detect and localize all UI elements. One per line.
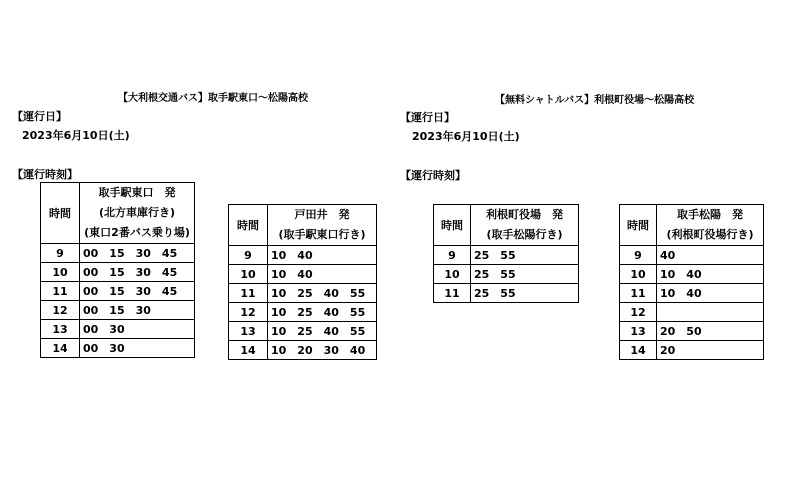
minutes-cell: 25 55: [471, 265, 579, 284]
time-header: 時間: [434, 205, 471, 246]
table-row: [620, 246, 764, 265]
right-timetable-2: [619, 204, 764, 360]
minutes-cell: 10 40: [268, 246, 377, 265]
minutes-cell: 10 40: [657, 265, 764, 284]
right-run-day-label: 【運行日】: [400, 111, 455, 124]
departure-stop: 利根町役場 発: [486, 208, 563, 221]
table-header-row: [434, 205, 579, 246]
right-run-date: 2023年6月10日(土): [412, 130, 520, 143]
destination: (利根町役場行き): [666, 228, 754, 241]
minutes-cell: 10 25 40 55: [268, 284, 377, 303]
minutes-cell: 00 30: [80, 339, 195, 358]
minutes-cell: 10 40: [657, 284, 764, 303]
table-row: [41, 320, 195, 339]
table-row: [620, 303, 764, 322]
table-row: [620, 322, 764, 341]
minutes-cell: 25 55: [471, 246, 579, 265]
departure-header: [657, 205, 764, 246]
table-row: [229, 322, 377, 341]
destination: (取手駅東口行き): [278, 228, 366, 241]
table-row: [229, 341, 377, 360]
table-header-row: [620, 205, 764, 246]
hour-cell: 9: [229, 246, 268, 265]
departure-stop: 取手松陽 発: [677, 208, 743, 221]
minutes-cell: 40: [657, 246, 764, 265]
minutes-cell: 00 15 30 45: [80, 244, 195, 263]
left-run-day-label: 【運行日】: [12, 110, 67, 123]
hour-cell: 9: [434, 246, 471, 265]
table-row: [620, 265, 764, 284]
minutes-cell: 20: [657, 341, 764, 360]
table-row: [434, 265, 579, 284]
hour-cell: 14: [620, 341, 657, 360]
minutes-cell: 10 40: [268, 265, 377, 284]
departure-header: [471, 205, 579, 246]
hour-cell: 14: [229, 341, 268, 360]
table-row: [620, 284, 764, 303]
hour-cell: 10: [620, 265, 657, 284]
table-row: [41, 263, 195, 282]
destination: (取手松陽行き): [486, 228, 563, 241]
boarding-point: (東口2番バス乗り場): [84, 226, 190, 239]
table-row: [41, 301, 195, 320]
hour-cell: 13: [229, 322, 268, 341]
hour-cell: 12: [620, 303, 657, 322]
minutes-cell: 00 15 30 45: [80, 282, 195, 301]
table-row: [620, 341, 764, 360]
table-header-row: [229, 205, 377, 246]
hour-cell: 9: [620, 246, 657, 265]
minutes-cell: 10 25 40 55: [268, 322, 377, 341]
departure-header: [80, 183, 195, 244]
hour-cell: 11: [229, 284, 268, 303]
minutes-cell: [657, 303, 764, 322]
destination: (北方車庫行き): [98, 206, 176, 219]
hour-cell: 13: [41, 320, 80, 339]
minutes-cell: 00 15 30 45: [80, 263, 195, 282]
table-row: [41, 282, 195, 301]
left-timetable-1: [40, 182, 195, 358]
departure-stop: 戸田井 発: [294, 208, 350, 221]
hour-cell: 12: [41, 301, 80, 320]
minutes-cell: 00 15 30: [80, 301, 195, 320]
hour-cell: 10: [434, 265, 471, 284]
hour-cell: 9: [41, 244, 80, 263]
right-title: 【無料シャトルバス】利根町役場～松陽高校: [495, 95, 695, 106]
table-row: [434, 246, 579, 265]
hour-cell: 14: [41, 339, 80, 358]
left-timetable-2: [228, 204, 377, 360]
time-header: 時間: [229, 205, 268, 246]
hour-cell: 10: [41, 263, 80, 282]
time-header: 時間: [620, 205, 657, 246]
left-title: 【大利根交通バス】取手駅東口～松陽高校: [118, 93, 308, 104]
right-timetable-label: 【運行時刻】: [400, 169, 466, 182]
minutes-cell: 10 20 30 40: [268, 341, 377, 360]
table-header-row: [41, 183, 195, 244]
left-run-date: 2023年6月10日(土): [22, 129, 130, 142]
departure-stop: 取手駅東口 発: [98, 186, 176, 199]
hour-cell: 10: [229, 265, 268, 284]
table-row: [41, 339, 195, 358]
table-row: [229, 284, 377, 303]
minutes-cell: 00 30: [80, 320, 195, 339]
hour-cell: 11: [41, 282, 80, 301]
table-row: [434, 284, 579, 303]
departure-header: [268, 205, 377, 246]
hour-cell: 13: [620, 322, 657, 341]
table-row: [229, 246, 377, 265]
hour-cell: 12: [229, 303, 268, 322]
table-row: [229, 303, 377, 322]
table-row: [229, 265, 377, 284]
table-row: [41, 244, 195, 263]
minutes-cell: 10 25 40 55: [268, 303, 377, 322]
right-timetable-1: [433, 204, 579, 303]
minutes-cell: 25 55: [471, 284, 579, 303]
hour-cell: 11: [434, 284, 471, 303]
left-timetable-label: 【運行時刻】: [12, 168, 78, 181]
hour-cell: 11: [620, 284, 657, 303]
time-header: 時間: [41, 183, 80, 244]
minutes-cell: 20 50: [657, 322, 764, 341]
